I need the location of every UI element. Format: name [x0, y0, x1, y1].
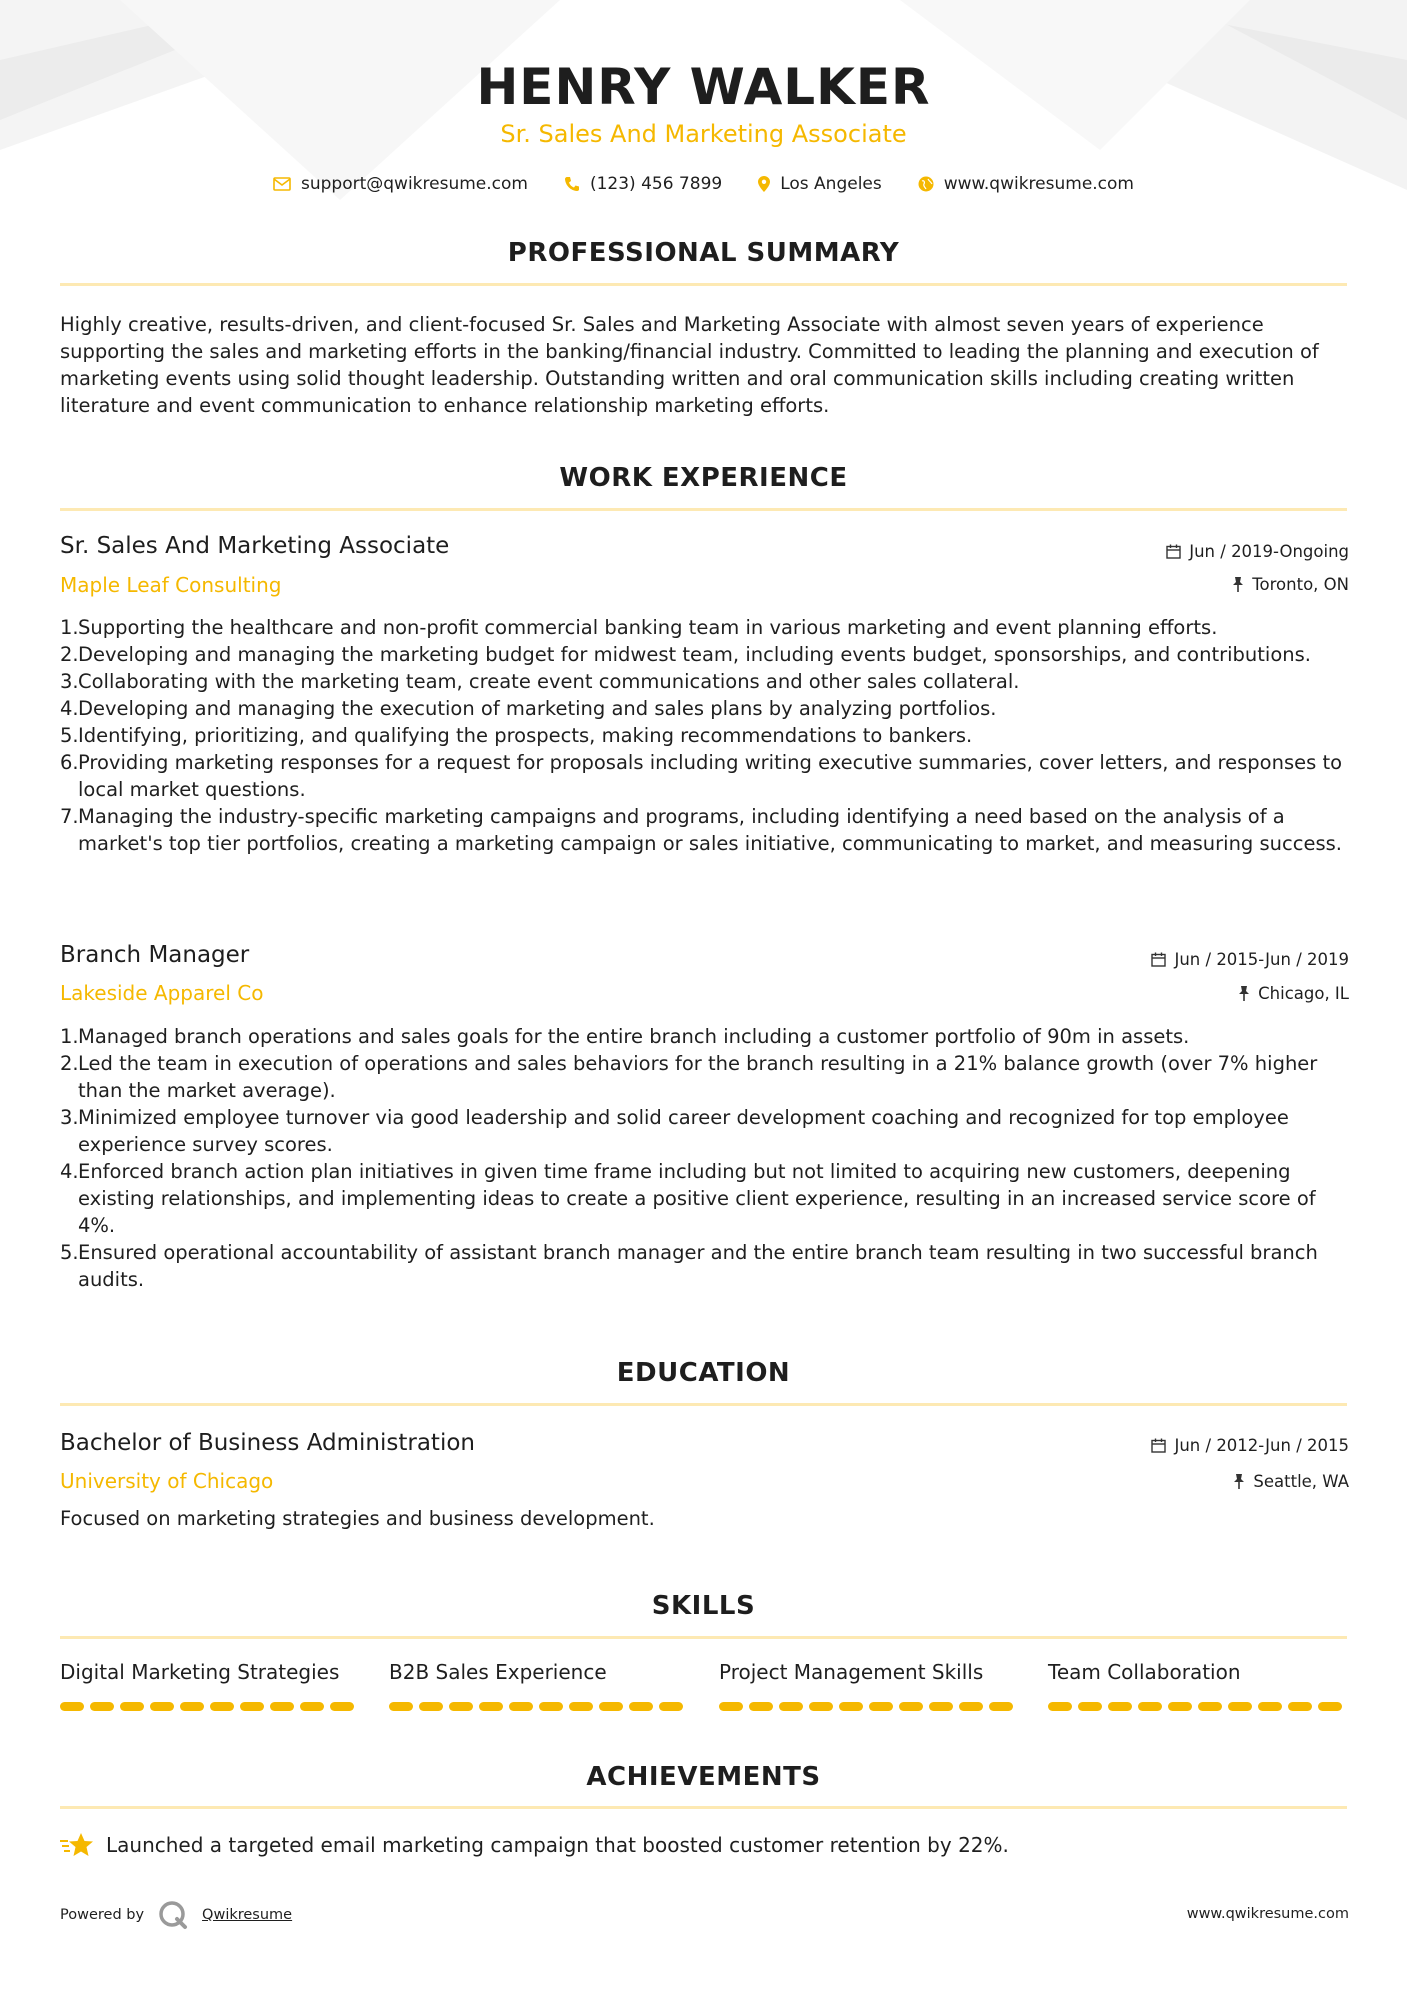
- experience-heading: WORK EXPERIENCE: [559, 463, 848, 493]
- achievement-text: Launched a targeted email marketing campaign that boosted customer retention by 22%.: [106, 1833, 1009, 1857]
- experience-divider: [60, 508, 1347, 511]
- brand-link[interactable]: Qwikresume: [202, 1907, 293, 1923]
- map-pin-icon: [758, 176, 770, 192]
- list-item: 5. Ensured operational accountability of assistant branch manager and the entire branch team resulting in two successful branch audits.: [60, 1241, 1318, 1291]
- skill-item: [719, 1660, 1019, 1711]
- skill-item: [1048, 1660, 1348, 1711]
- qwikresume-logo-icon: [158, 1900, 188, 1930]
- footer-website[interactable]: www.qwikresume.com: [1186, 1906, 1349, 1922]
- job-location-text: Chicago, IL: [1258, 984, 1349, 1003]
- list-item: 3. Collaborating with the marketing team, create event communications and other sales collateral.: [60, 670, 1020, 693]
- footer-powered-by: [60, 1900, 292, 1930]
- skill-name: Digital Marketing Strategies: [60, 1660, 340, 1684]
- achievements-heading: ACHIEVEMENTS: [586, 1762, 821, 1792]
- phone-text: (123) 456 7899: [589, 174, 723, 194]
- globe-icon: [918, 176, 934, 192]
- summary-text: Highly creative, results-driven, and client-focused Sr. Sales and Marketing Associate with almost seven years of experience supporting the sales and marketing efforts in the banking/financial industry. Committed to leading the planning and execution of marketing events using solid thought leadership. Outstanding written and oral communication skills including creating written literature and event communication to enhance relationship marketing efforts.: [60, 313, 1319, 417]
- list-item: 1. Supporting the healthcare and non-profit commercial banking team in various marketing and event planning efforts.: [60, 616, 1218, 639]
- pushpin-icon: [1232, 577, 1244, 592]
- education-divider: [60, 1403, 1347, 1406]
- skill-level-bar: [389, 1702, 689, 1711]
- education-heading: EDUCATION: [616, 1358, 791, 1388]
- list-item: 6. Providing marketing responses for a request for proposals including writing executive summaries, cover letters, and responses to local market questions.: [60, 751, 1343, 801]
- candidate-role: Sr. Sales And Marketing Associate: [500, 120, 907, 148]
- job-title: Branch Manager: [60, 942, 250, 968]
- job-dates-text: Jun / 2019-Ongoing: [1189, 542, 1349, 561]
- job-dates: [1151, 950, 1349, 969]
- list-item: 3. Minimized employee turnover via good leadership and solid career development coaching and recognized for top employee experience survey scores.: [60, 1106, 1289, 1156]
- skill-level-bar: [719, 1702, 1019, 1711]
- summary-heading: PROFESSIONAL SUMMARY: [507, 238, 900, 268]
- powered-by-label: Powered by: [60, 1907, 145, 1923]
- skills-heading: SKILLS: [651, 1591, 756, 1621]
- job-bullets: [60, 614, 1350, 857]
- candidate-name: HENRY WALKER: [476, 58, 931, 116]
- contact-website[interactable]: [918, 174, 1134, 194]
- phone-icon: [564, 176, 580, 192]
- website-text: www.qwikresume.com: [943, 174, 1134, 194]
- degree-title: Bachelor of Business Administration: [60, 1430, 475, 1456]
- contact-location: [758, 174, 882, 194]
- skill-name: Project Management Skills: [719, 1660, 984, 1684]
- job-dates-text: Jun / 2015-Jun / 2019: [1174, 950, 1349, 969]
- pushpin-icon: [1233, 1474, 1245, 1489]
- contact-bar: [0, 170, 1407, 198]
- company-name: Lakeside Apparel Co: [60, 981, 264, 1005]
- list-item: 7. Managing the industry-specific marketing campaigns and programs, including identifying a need based on the analysis of a market's top tier portfolios, creating a marketing campaign or sales initiative, communicating to market, and measuring success.: [60, 805, 1342, 855]
- job-title: Sr. Sales And Marketing Associate: [60, 533, 450, 559]
- skill-level-bar: [1048, 1702, 1348, 1711]
- calendar-icon: [1166, 544, 1181, 559]
- job-location: [1232, 575, 1349, 594]
- education-dates: [1151, 1436, 1349, 1455]
- list-item: 2. Developing and managing the marketing budget for midwest team, including events budget, sponsorships, and contributions.: [60, 643, 1311, 666]
- calendar-icon: [1151, 952, 1166, 967]
- skill-name: Team Collaboration: [1048, 1660, 1241, 1684]
- skill-name: B2B Sales Experience: [389, 1660, 607, 1684]
- skill-item: [60, 1660, 360, 1711]
- contact-phone[interactable]: [564, 174, 722, 194]
- list-item: 4. Developing and managing the execution of marketing and sales plans by analyzing portfolios.: [60, 697, 997, 720]
- location-text: Los Angeles: [780, 174, 882, 194]
- education-location: [1233, 1472, 1349, 1491]
- job-location: [1238, 984, 1349, 1003]
- job-location-text: Toronto, ON: [1252, 575, 1349, 594]
- list-item: 1. Managed branch operations and sales goals for the entire branch including a customer portfolio of 90m in assets.: [60, 1025, 1190, 1048]
- star-icon: [60, 1832, 94, 1858]
- summary-divider: [60, 283, 1347, 286]
- list-item: 5. Identifying, prioritizing, and qualifying the prospects, making recommendations to bankers.: [60, 724, 973, 747]
- skill-level-bar: [60, 1702, 360, 1711]
- contact-email[interactable]: [273, 174, 528, 194]
- education-location-text: Seattle, WA: [1253, 1472, 1349, 1491]
- email-text: support@qwikresume.com: [301, 174, 528, 194]
- achievements-divider: [60, 1806, 1347, 1809]
- company-name: Maple Leaf Consulting: [60, 573, 282, 597]
- envelope-icon: [273, 177, 291, 191]
- job-dates: [1166, 542, 1349, 561]
- calendar-icon: [1151, 1438, 1166, 1453]
- education-dates-text: Jun / 2012-Jun / 2015: [1174, 1436, 1349, 1455]
- skill-item: [389, 1660, 689, 1711]
- skills-divider: [60, 1636, 1347, 1639]
- school-name: University of Chicago: [60, 1469, 274, 1493]
- achievement-item: [60, 1832, 1009, 1858]
- education-description: Focused on marketing strategies and business development.: [60, 1507, 655, 1530]
- job-bullets: [60, 1023, 1350, 1293]
- list-item: 2. Led the team in execution of operations and sales behaviors for the branch resulting in a 21% balance growth (over 7% higher than the market average).: [60, 1052, 1318, 1102]
- pushpin-icon: [1238, 986, 1250, 1001]
- list-item: 4. Enforced branch action plan initiatives in given time frame including but not limited to acquiring new customers, deepening existing relationships, and implementing ideas to create a positive client experience, resulting in an increased service score of 4%.: [60, 1160, 1316, 1237]
